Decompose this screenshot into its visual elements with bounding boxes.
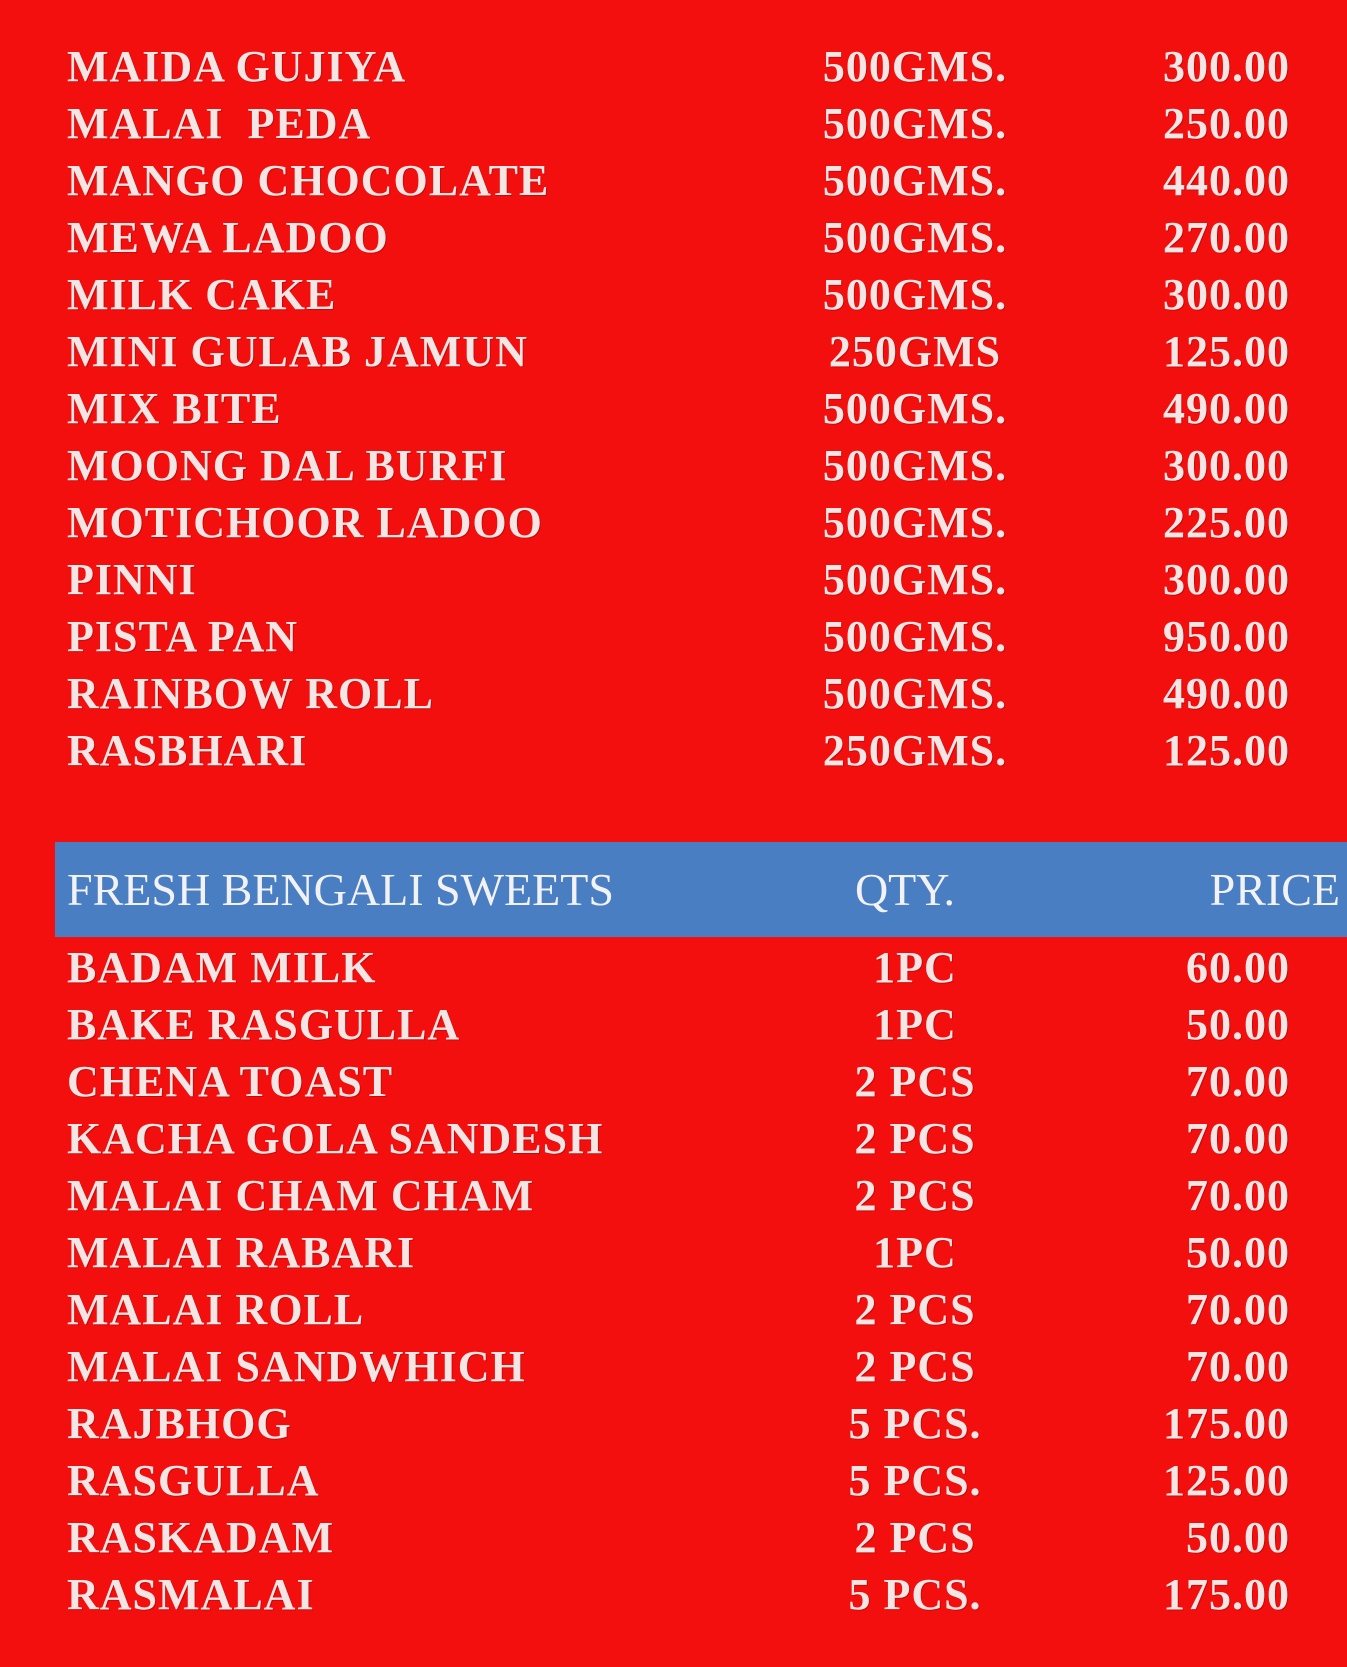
item-name: RASBHARI <box>67 726 308 775</box>
list-item <box>0 1566 1347 1623</box>
item-qty: 500GMS. <box>822 441 1008 490</box>
item-name: MOTICHOOR LADOO <box>67 498 543 547</box>
item-qty: 250GMS <box>828 327 1002 376</box>
item-qty: 500GMS. <box>822 498 1008 547</box>
item-qty: 500GMS. <box>822 384 1008 433</box>
item-price: 490.00 <box>1163 384 1290 433</box>
item-qty: 1PC <box>873 1000 957 1049</box>
list-item <box>0 722 1347 779</box>
item-price: 70.00 <box>1186 1285 1290 1334</box>
item-price: 175.00 <box>1163 1570 1290 1619</box>
item-qty: 1PC <box>873 1228 957 1277</box>
item-price: 270.00 <box>1163 213 1290 262</box>
list-item <box>0 996 1347 1053</box>
item-name: MOONG DAL BURFI <box>67 441 508 490</box>
item-price: 490.00 <box>1163 669 1290 718</box>
item-name: MEWA LADOO <box>67 213 389 262</box>
list-item <box>0 1167 1347 1224</box>
item-qty: 2 PCS <box>854 1114 976 1163</box>
item-name: MALAI ROLL <box>67 1285 365 1334</box>
item-qty: 2 PCS <box>854 1171 976 1220</box>
item-qty: 5 PCS. <box>848 1456 982 1505</box>
item-price: 70.00 <box>1186 1057 1290 1106</box>
item-qty: 2 PCS <box>854 1057 976 1106</box>
item-qty: 2 PCS <box>854 1285 976 1334</box>
top-items-list <box>0 38 1347 779</box>
item-price: 300.00 <box>1163 555 1290 604</box>
item-qty: 500GMS. <box>822 42 1008 91</box>
item-name: PINNI <box>67 555 197 604</box>
list-item <box>0 380 1347 437</box>
section-title: FRESH BENGALI SWEETS <box>67 864 614 915</box>
item-price: 50.00 <box>1186 1000 1290 1049</box>
item-name: RASKADAM <box>67 1513 335 1562</box>
list-item <box>0 494 1347 551</box>
item-name: MAIDA GUJIYA <box>67 42 407 91</box>
item-qty: 1PC <box>873 943 957 992</box>
item-name: BAKE RASGULLA <box>67 1000 461 1049</box>
item-name: RAINBOW ROLL <box>67 669 434 718</box>
item-name: MALAI CHAM CHAM <box>67 1171 535 1220</box>
item-price: 125.00 <box>1163 726 1290 775</box>
item-qty: 2 PCS <box>854 1342 976 1391</box>
item-price: 950.00 <box>1163 612 1290 661</box>
list-item <box>0 152 1347 209</box>
qty-column-header: QTY. <box>854 864 956 915</box>
list-item <box>0 665 1347 722</box>
list-item <box>0 266 1347 323</box>
list-item <box>0 209 1347 266</box>
list-item <box>0 1338 1347 1395</box>
item-qty: 5 PCS. <box>848 1399 982 1448</box>
list-item <box>0 323 1347 380</box>
item-price: 50.00 <box>1186 1513 1290 1562</box>
item-price: 50.00 <box>1186 1228 1290 1277</box>
item-qty: 500GMS. <box>822 156 1008 205</box>
item-price: 125.00 <box>1163 327 1290 376</box>
list-item <box>0 551 1347 608</box>
item-qty: 500GMS. <box>822 213 1008 262</box>
item-price: 300.00 <box>1163 441 1290 490</box>
item-name: PISTA PAN <box>67 612 299 661</box>
item-qty: 500GMS. <box>822 669 1008 718</box>
list-item <box>0 1395 1347 1452</box>
item-name: MILK CAKE <box>67 270 337 319</box>
item-price: 175.00 <box>1163 1399 1290 1448</box>
item-name: RASMALAI <box>67 1570 315 1619</box>
price-column-header: PRICE <box>1209 864 1340 915</box>
item-name: MINI GULAB JAMUN <box>67 327 528 376</box>
list-item <box>0 38 1347 95</box>
list-item <box>0 1110 1347 1167</box>
item-name: MANGO CHOCOLATE <box>67 156 550 205</box>
item-name: MALAI RABARI <box>67 1228 416 1277</box>
item-name: RAJBHOG <box>67 1399 292 1448</box>
item-price: 60.00 <box>1186 943 1290 992</box>
item-price: 125.00 <box>1163 1456 1290 1505</box>
list-item <box>0 1053 1347 1110</box>
list-item <box>0 1224 1347 1281</box>
list-item <box>0 437 1347 494</box>
bengali-items-list <box>0 939 1347 1623</box>
item-qty: 5 PCS. <box>848 1570 982 1619</box>
item-name: RASGULLA <box>67 1456 320 1505</box>
item-name: CHENA TOAST <box>67 1057 394 1106</box>
list-item <box>0 1509 1347 1566</box>
section-header-bar <box>55 842 1347 937</box>
list-item <box>0 939 1347 996</box>
item-price: 70.00 <box>1186 1342 1290 1391</box>
item-price: 70.00 <box>1186 1171 1290 1220</box>
item-qty: 500GMS. <box>822 612 1008 661</box>
list-item <box>0 95 1347 152</box>
item-qty: 500GMS. <box>822 270 1008 319</box>
item-price: 300.00 <box>1163 42 1290 91</box>
item-name: MALAI PEDA <box>67 99 372 148</box>
item-name: MALAI SANDWHICH <box>67 1342 526 1391</box>
item-price: 300.00 <box>1163 270 1290 319</box>
item-name: BADAM MILK <box>67 943 377 992</box>
item-qty: 500GMS. <box>822 99 1008 148</box>
item-name: KACHA GOLA SANDESH <box>67 1114 604 1163</box>
item-price: 70.00 <box>1186 1114 1290 1163</box>
item-name: MIX BITE <box>67 384 282 433</box>
list-item <box>0 1452 1347 1509</box>
list-item <box>0 1281 1347 1338</box>
item-qty: 500GMS. <box>822 555 1008 604</box>
item-price: 440.00 <box>1163 156 1290 205</box>
item-price: 250.00 <box>1163 99 1290 148</box>
list-item <box>0 608 1347 665</box>
item-qty: 250GMS. <box>822 726 1008 775</box>
item-price: 225.00 <box>1163 498 1290 547</box>
item-qty: 2 PCS <box>854 1513 976 1562</box>
